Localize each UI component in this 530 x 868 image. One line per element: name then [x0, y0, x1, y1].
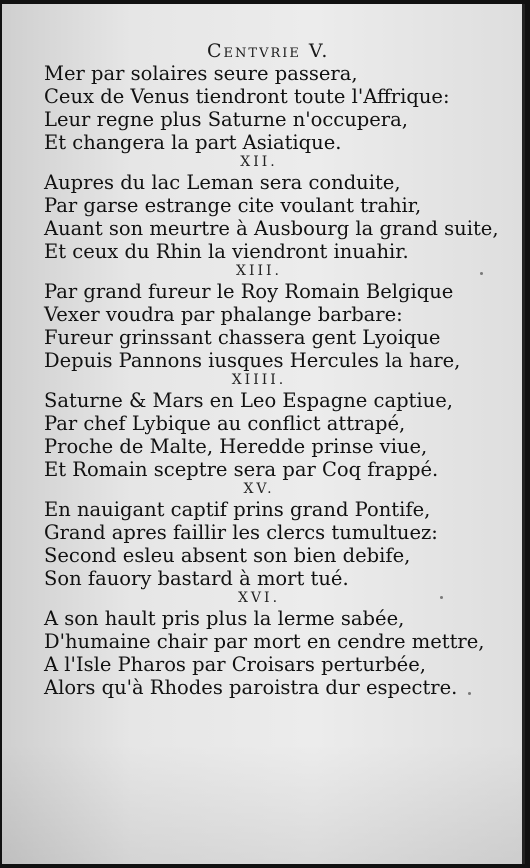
quatrain-number: XIIII.: [231, 372, 287, 388]
verse-line: En nauigant captif prins grand Pontife,: [44, 498, 431, 521]
verse-line: Alors qu'à Rhodes paroistra dur espectre.: [44, 676, 458, 699]
ink-speck: [440, 596, 443, 599]
quatrain: [44, 481, 514, 590]
verse-line: Fureur grinssant chassera gent Lyoique: [44, 326, 441, 349]
quatrain-number: XII.: [240, 154, 278, 170]
ink-speck: [468, 692, 471, 695]
verse-line: Vexer voudra par phalange barbare:: [44, 303, 403, 326]
verse-line: Ceux de Venus tiendront toute l'Affrique:: [44, 85, 450, 108]
verse-line: A son hault pris plus la lerme sabée,: [44, 607, 405, 630]
verse-line: Mer par solaires seure passera,: [44, 62, 358, 85]
verse-line: Par chef Lybique au conflict attrapé,: [44, 412, 406, 435]
quatrain: [44, 590, 514, 699]
verse-line: Leur regne plus Saturne n'occupera,: [44, 108, 408, 131]
running-title: Centvrie V.: [207, 40, 330, 62]
verse-line: Et ceux du Rhin la viendront inuahir.: [44, 240, 409, 263]
verse-line: Second esleu absent son bien debife,: [44, 544, 411, 567]
verse-line: Saturne & Mars en Leo Espagne captiue,: [44, 389, 453, 412]
verse-line: Et Romain sceptre sera par Coq frappé.: [44, 458, 439, 481]
verse-line: Auant son meurtre à Ausbourg la grand suite,: [44, 217, 499, 240]
verse-line: A l'Isle Pharos par Croisars perturbée,: [44, 653, 426, 676]
quatrain: [44, 62, 514, 154]
verse-line: Depuis Pannons iusques Hercules la hare,: [44, 349, 461, 372]
quatrain: [44, 372, 514, 481]
verse-line: Par grand fureur le Roy Romain Belgique: [44, 280, 454, 303]
verse-line: Aupres du lac Leman sera conduite,: [44, 171, 401, 194]
quatrain-number: XVI.: [237, 590, 281, 606]
verse-line: Par garse estrange cite voulant trahir,: [44, 194, 422, 217]
verse-line: Grand apres faillir les clercs tumultuez:: [44, 521, 438, 544]
quatrain-number: XV.: [243, 481, 275, 497]
verse-line: Proche de Malte, Heredde prinse viue,: [44, 435, 428, 458]
verse-line: Et changera la part Asiatique.: [44, 131, 342, 154]
quatrain: [44, 154, 514, 263]
quatrain: [44, 263, 514, 372]
page-header: [207, 40, 329, 62]
quatrain-number: XIII.: [235, 263, 282, 279]
book-page: [2, 4, 525, 864]
verse-line: Son fauory bastard à mort tué.: [44, 567, 349, 590]
verse-line: D'humaine chair par mort en cendre mettre,: [44, 630, 485, 653]
ink-speck: [480, 272, 483, 275]
verse-block: [44, 62, 514, 699]
